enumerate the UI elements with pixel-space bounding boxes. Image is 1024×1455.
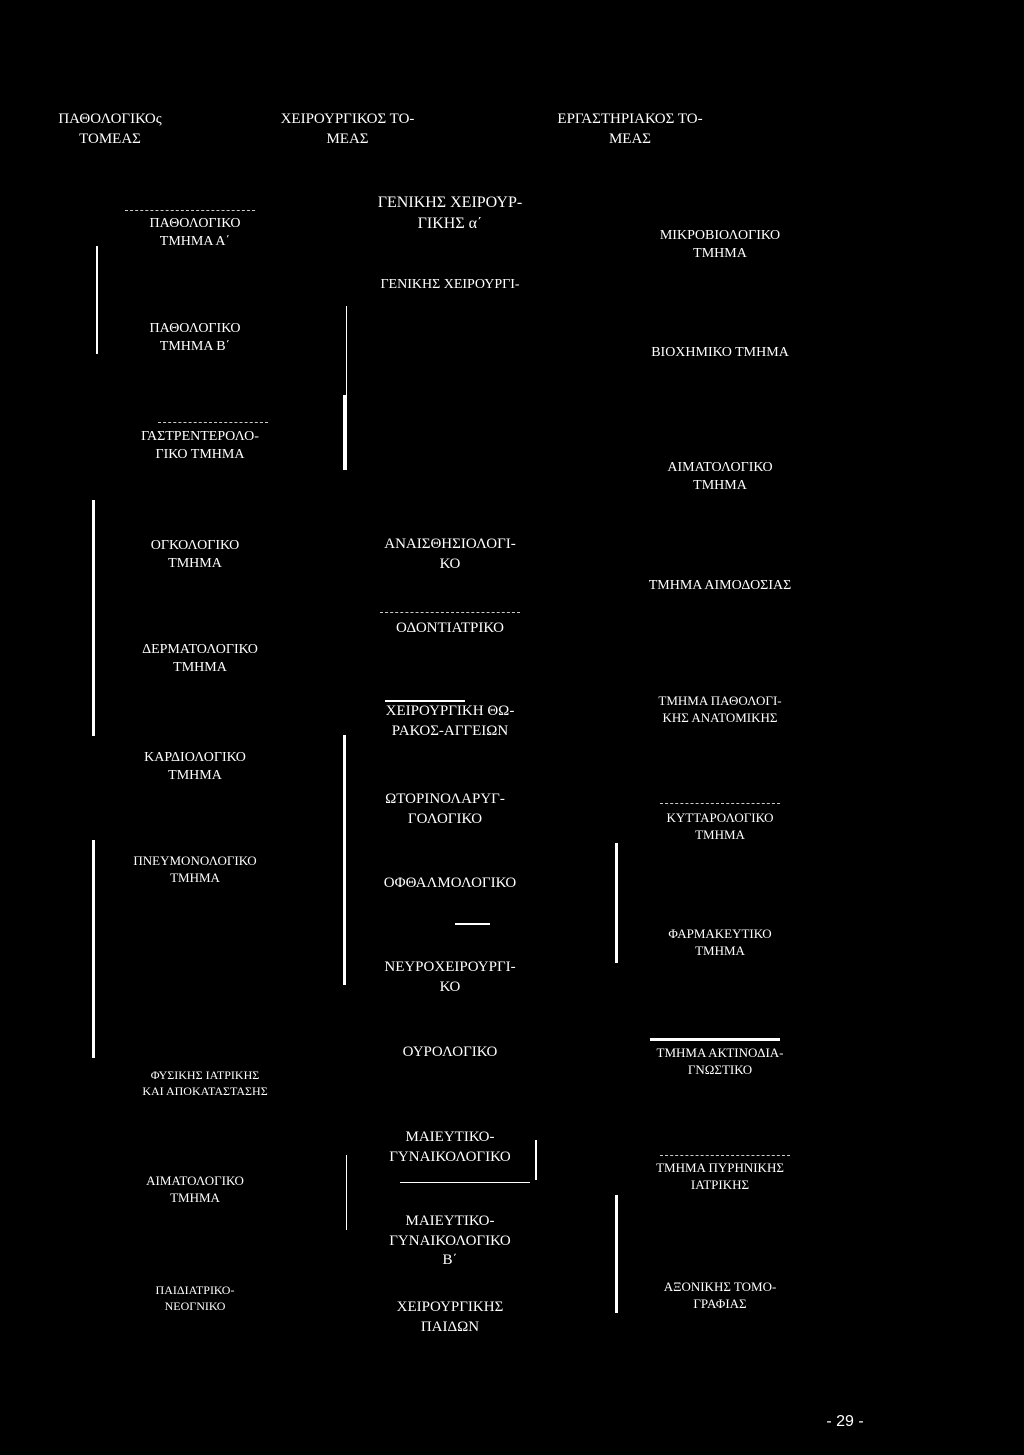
dentistry-rule [380,612,520,613]
oncology-dept: ΟΓΚΟΛΟΓΙΚΟ ΤΜΗΜΑ [150,538,240,572]
cytology-rule [660,803,780,804]
neurosurgery-dept: ΝΕΥΡΟΧΕΙΡΟΥΡΓΙ- ΚΟ [384,959,516,995]
ophthalmology-dept: ΟΦΘΑΛΜΟΛΟΓΙΚΟ [383,875,517,891]
hematology-dept-lab: ΑΙΜΑΤΟΛΟΓΙΚΟ ΤΜΗΜΑ [667,460,773,494]
urology-dept: ΟΥΡΟΛΟΓΙΚΟ [402,1044,498,1060]
microbiology-dept: ΜΙΚΡΟΒΙΟΛΟΓΙΚΟ ΤΜΗΜΑ [659,228,781,262]
path-a-rule [125,210,255,211]
pathology-dept-b: ΠΑΘΟΛΟΓΙΚΟ ΤΜΗΜΑ Β΄ [149,321,241,355]
cardiology-dept: ΚΑΡΔΙΟΛΟΓΙΚΟ ΤΜΗΜΑ [144,750,246,784]
obgyn-bracket [535,1140,537,1180]
thoracic-rule [385,700,465,702]
pulmonology-dept: ΠΝΕΥΜΟΝΟΛΟΓΙΚΟ ΤΜΗΜΑ [133,853,257,885]
header-surgery: ΧΕΙΡΟΥΡΓΙΚΟΣ ΤΟ- ΜΕΑΣ [280,111,415,147]
dentistry-dept: ΟΔΟΝΤΙΑΤΡΙΚΟ [396,620,504,636]
pathology-dept-a: ΠΑΘΟΛΟΓΙΚΟ ΤΜΗΜΑ Α΄ [149,216,241,250]
lab-connector-bottom [615,1195,618,1313]
header-laboratory: ΕΡΓΑΣΤΗΡΙΑΚΟΣ ΤΟ- ΜΕΑΣ [557,111,703,147]
nuclear-medicine-dept: ΤΜΗΜΑ ΠΥΡΗΝΙΚΗΣ ΙΑΤΡΙΚΗΣ [656,1160,784,1192]
hematology-dept-pathology: ΑΙΜΑΤΟΛΟΓΙΚΟ ΤΜΗΜΑ [146,1173,244,1205]
blood-donation-dept: ΤΜΗΜΑ ΑΙΜΟΔΟΣΙΑΣ [648,578,792,593]
gastroenterology-dept: ΓΑΣΤΡΕΝΤΕΡΟΛΟ- ΓΙΚΟ ΤΜΗΜΑ [141,429,259,463]
pediatric-surgery: ΧΕΙΡΟΥΡΓΙΚΗΣ ΠΑΙΔΩΝ [396,1299,504,1335]
surgery-connector-thick [343,395,347,470]
surgery-connector-mid [343,735,346,985]
physical-medicine-dept: ΦΥΣΙΚΗΣ ΙΑΤΡΙΚΗΣ ΚΑΙ ΑΠΟΚΑΤΑΣΤΑΣΗΣ [142,1068,268,1098]
pathology-connector-main [92,500,95,736]
anesthesiology-dept: ΑΝΑΙΣΘΗΣΙΟΛΟΓΙ- ΚΟ [384,536,516,572]
obstetrics-gynecology-a: ΜΑΙΕΥΤΙΚΟ- ΓΥΝΑΙΚΟΛΟΓΙΚΟ [389,1129,511,1165]
gastro-rule [158,422,268,423]
neuro-rule [455,923,490,925]
ct-dept: ΑΞΟΝΙΚΗΣ ΤΟΜΟ- ΓΡΑΦΙΑΣ [663,1279,777,1311]
lab-connector-mid [615,843,618,963]
dermatology-dept: ΔΕΡΜΑΤΟΛΟΓΙΚΟ ΤΜΗΜΑ [142,642,258,676]
pediatrics-neonatal-dept: ΠΑΙΔΙΑΤΡΙΚΟ- ΝΕΟΓΝΙΚΟ [155,1283,235,1313]
radiology-rule [650,1038,780,1041]
page-number: - 29 - [826,1413,864,1430]
surgery-connector-bottom [346,1155,347,1230]
pharmacy-dept: ΦΑΡΜΑΚΕΥΤΙΚΟ ΤΜΗΜΑ [668,926,772,958]
pathology-connector-top [96,246,98,354]
obgyn-rule [400,1182,530,1183]
cytology-dept: ΚΥΤΤΑΡΟΛΟΓΙΚΟ ΤΜΗΜΑ [666,810,774,842]
pathological-anatomy-dept: ΤΜΗΜΑ ΠΑΘΟΛΟΓΙ- ΚΗΣ ΑΝΑΤΟΜΙΚΗΣ [658,693,782,725]
surgery-connector-top [346,306,347,396]
general-surgery-b: ΓΕΝΙΚΗΣ ΧΕΙΡΟΥΡΓΙ- [380,277,520,292]
nuclear-rule [660,1155,790,1156]
thoracic-vascular-surgery: ΧΕΙΡΟΥΡΓΙΚΗ ΘΩ- ΡΑΚΟΣ-ΑΓΓΕΙΩΝ [385,703,515,739]
biochemistry-dept: ΒΙΟΧΗΜΙΚΟ ΤΜΗΜΑ [651,345,789,360]
obstetrics-gynecology-b: ΜΑΙΕΥΤΙΚΟ- ΓΥΝΑΙΚΟΛΟΓΙΚΟ Β΄ [389,1213,511,1268]
header-pathology: ΠΑΘΟΛΟΓΙΚΟς ΤΟΜΕΑΣ [58,111,162,147]
general-surgery-a: ΓΕΝΙΚΗΣ ΧΕΙΡΟΥΡ- ΓΙΚΗΣ α΄ [377,194,523,232]
pathology-connector-lower [92,840,95,1058]
radiology-dept: ΤΜΗΜΑ ΑΚΤΙΝΟΔΙΑ- ΓΝΩΣΤΙΚΟ [656,1045,784,1077]
ent-dept: ΩΤΟΡΙΝΟΛΑΡΥΓ- ΓΟΛΟΓΙΚΟ [385,791,505,827]
